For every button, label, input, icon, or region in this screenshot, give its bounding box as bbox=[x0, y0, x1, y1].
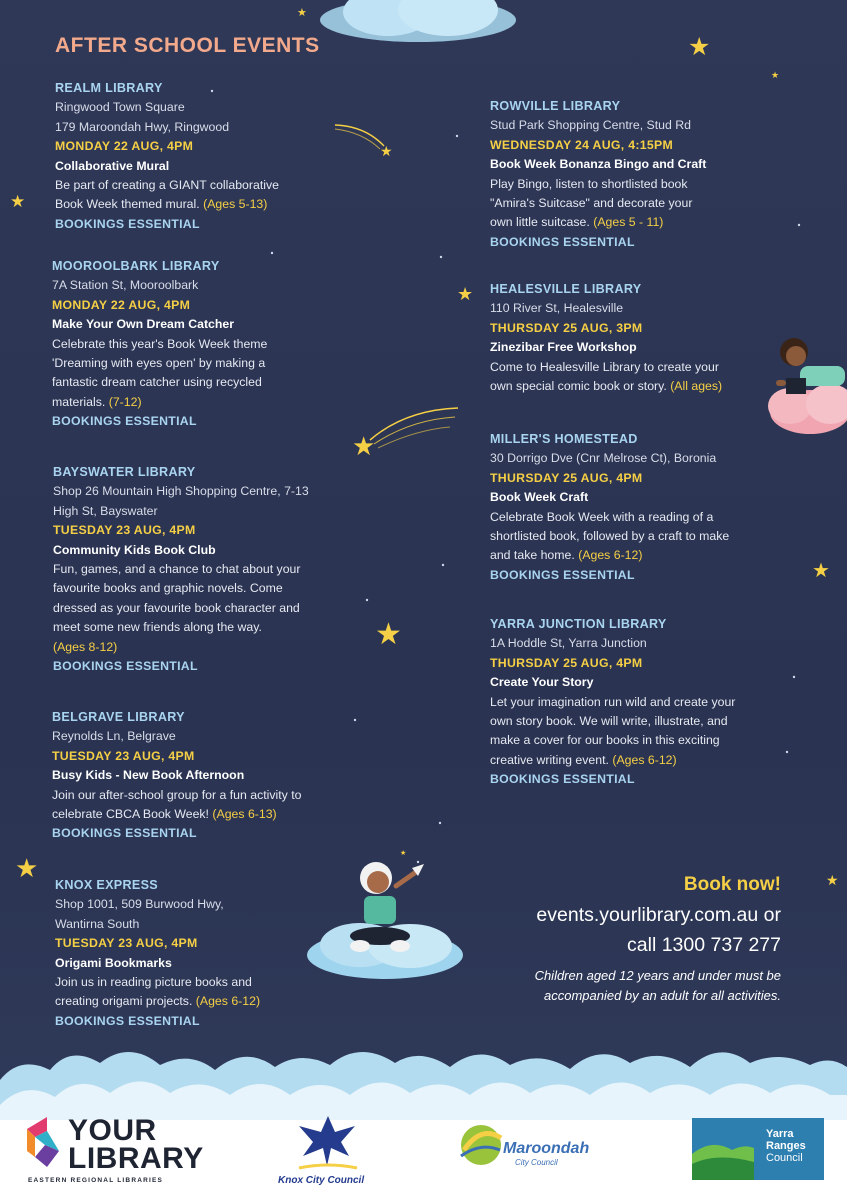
event-address: 7A Station St, Mooroolbark bbox=[52, 278, 199, 293]
event-address: Shop 1001, 509 Burwood Hwy, bbox=[55, 897, 224, 912]
event-date: MONDAY 22 AUG, 4PM bbox=[52, 297, 191, 312]
event-ages: (Ages 6-12) bbox=[612, 752, 677, 767]
shooting-star-icon bbox=[350, 400, 465, 460]
event-address: High St, Bayswater bbox=[53, 503, 158, 518]
event-library-name: BELGRAVE LIBRARY bbox=[52, 710, 185, 724]
event-ages: (Ages 6-13) bbox=[212, 807, 277, 822]
event-description-text: creative writing event. bbox=[490, 752, 609, 767]
event-description: Join us in reading picture books and bbox=[55, 975, 252, 990]
maroondah-logo-text: Maroondah bbox=[503, 1140, 590, 1157]
event-date: TUESDAY 23 AUG, 4PM bbox=[53, 523, 196, 538]
event-ages: (Ages 8-12) bbox=[53, 639, 118, 654]
yarra-line2: Ranges bbox=[766, 1140, 806, 1152]
event-ages: (Ages 5-13) bbox=[203, 197, 268, 212]
event-address: Shop 26 Mountain High Shopping Centre, 7-13 bbox=[53, 484, 309, 499]
event-date: THURSDAY 25 AUG, 3PM bbox=[490, 320, 643, 335]
star-icon: ★ bbox=[15, 853, 39, 883]
yarra-logo-text bbox=[766, 1128, 806, 1164]
star-icon: ★ bbox=[297, 7, 307, 19]
event-description: 'Dreaming with eyes open' by making a bbox=[52, 356, 266, 371]
star-icon: ★ bbox=[812, 560, 830, 582]
bookings-essential: BOOKINGS ESSENTIAL bbox=[53, 659, 198, 674]
star-icon: ★ bbox=[826, 872, 839, 888]
event-description: dressed as your favourite book character and bbox=[53, 600, 300, 615]
event-ages: (All ages) bbox=[670, 379, 723, 394]
yarra-line1: Yarra bbox=[766, 1128, 794, 1140]
event-description: fantastic dream catcher using recycled bbox=[52, 375, 262, 390]
event-library-name: KNOX EXPRESS bbox=[55, 878, 158, 892]
event-description-text: own little suitcase. bbox=[490, 215, 590, 230]
bookings-essential: BOOKINGS ESSENTIAL bbox=[55, 1013, 200, 1028]
bookings-essential: BOOKINGS ESSENTIAL bbox=[52, 414, 197, 429]
star-icon: ★ bbox=[457, 284, 474, 304]
event-description: make a cover for our books in this exciting bbox=[490, 733, 720, 748]
event-ages: (Ages 6-12) bbox=[578, 548, 643, 563]
event-library-name: MOOROOLBARK LIBRARY bbox=[52, 259, 220, 273]
event-date: MONDAY 22 AUG, 4PM bbox=[55, 139, 194, 154]
event-library-name: ROWVILLE LIBRARY bbox=[490, 99, 621, 113]
star-icon: ★ bbox=[771, 70, 780, 80]
knox-eagle-logo-icon bbox=[293, 1112, 363, 1172]
star-icon: ★ bbox=[375, 618, 402, 651]
event-address: 30 Dorrigo Dve (Cnr Melrose Ct), Boronia bbox=[490, 451, 717, 466]
supervision-note: Children aged 12 years and under must be accompanied by an adult for all activities. bbox=[534, 968, 781, 1003]
phone-number[interactable]: call 1300 737 277 bbox=[627, 934, 781, 956]
event-address: 179 Maroondah Hwy, Ringwood bbox=[55, 119, 230, 134]
event-date: WEDNESDAY 24 AUG, 4:15PM bbox=[490, 137, 674, 152]
event-title: Collaborative Mural bbox=[55, 158, 170, 173]
event-description-text: and take home. bbox=[490, 548, 575, 563]
maroondah-logo bbox=[503, 1140, 589, 1167]
yarra-line3: Council bbox=[766, 1152, 803, 1164]
event-library-name: BAYSWATER LIBRARY bbox=[53, 465, 196, 479]
event-description: Play Bingo, listen to shortlisted book bbox=[490, 176, 688, 191]
event-library-name: HEALESVILLE LIBRARY bbox=[490, 282, 642, 296]
reading-girl-illustration bbox=[760, 330, 847, 450]
bookings-essential: BOOKINGS ESSENTIAL bbox=[55, 216, 200, 231]
event-date: TUESDAY 23 AUG, 4PM bbox=[55, 936, 198, 951]
event-description-text: celebrate CBCA Book Week! bbox=[52, 807, 209, 822]
yarra-hills-icon bbox=[692, 1118, 754, 1180]
event-description: own story book. We will write, illustrate, and bbox=[490, 714, 728, 729]
event-address: Stud Park Shopping Centre, Stud Rd bbox=[490, 118, 691, 133]
event-date: THURSDAY 25 AUG, 4PM bbox=[490, 470, 643, 485]
event-description: Celebrate Book Week with a reading of a bbox=[490, 509, 714, 524]
event-title: Make Your Own Dream Catcher bbox=[52, 317, 235, 332]
event-ages: (7-12) bbox=[108, 394, 142, 409]
your-library-line1: YOUR bbox=[68, 1114, 157, 1147]
bookings-essential: BOOKINGS ESSENTIAL bbox=[52, 826, 197, 841]
event-title: Book Week Craft bbox=[490, 490, 589, 505]
event-description: shortlisted book, followed by a craft to make bbox=[490, 529, 730, 544]
star-icon: ★ bbox=[10, 192, 26, 211]
event-title: Busy Kids - New Book Afternoon bbox=[52, 768, 245, 783]
your-library-logo bbox=[68, 1114, 204, 1175]
event-description-text: own special comic book or story. bbox=[490, 379, 667, 394]
event-address: Ringwood Town Square bbox=[55, 100, 185, 115]
child-origami-illustration bbox=[300, 850, 465, 985]
your-library-line2: LIBRARY bbox=[68, 1142, 204, 1175]
maroondah-logo-subtext: City Council bbox=[515, 1158, 558, 1167]
event-description: meet some new friends along the way. bbox=[53, 620, 262, 635]
your-library-tagline: EASTERN REGIONAL LIBRARIES bbox=[28, 1177, 164, 1184]
svg-text:★: ★ bbox=[380, 144, 393, 160]
event-title: Book Week Bonanza Bingo and Craft bbox=[490, 157, 707, 172]
event-description: Come to Healesville Library to create your bbox=[490, 359, 719, 374]
event-description: Fun, games, and a chance to chat about your bbox=[53, 562, 301, 577]
event-description-text: creating origami projects. bbox=[55, 994, 193, 1009]
bookings-essential: BOOKINGS ESSENTIAL bbox=[490, 772, 635, 787]
yarra-ranges-logo bbox=[692, 1118, 824, 1180]
event-library-name: YARRA JUNCTION LIBRARY bbox=[490, 617, 667, 631]
event-description-text: materials. bbox=[52, 394, 106, 409]
event-description: favourite books and graphic novels. Come bbox=[53, 581, 283, 596]
event-address: Wantirna South bbox=[55, 916, 140, 931]
event-description: "Amira's Suitcase" and decorate your bbox=[490, 196, 693, 211]
event-description: Join our after-school group for a fun activity to bbox=[52, 787, 302, 802]
event-date: TUESDAY 23 AUG, 4PM bbox=[52, 748, 195, 763]
website-link[interactable]: events.yourlibrary.com.au or bbox=[536, 904, 781, 926]
maroondah-logo-icon bbox=[456, 1120, 506, 1170]
event-title: Origami Bookmarks bbox=[55, 955, 172, 970]
bookings-essential: BOOKINGS ESSENTIAL bbox=[490, 234, 635, 249]
event-address: 110 River St, Healesville bbox=[490, 301, 624, 316]
event-description: Celebrate this year's Book Week theme bbox=[52, 336, 268, 351]
event-title: Zinezibar Free Workshop bbox=[490, 340, 637, 355]
event-title: Create Your Story bbox=[490, 675, 594, 690]
bookings-essential: BOOKINGS ESSENTIAL bbox=[490, 567, 635, 582]
book-now-heading: Book now! bbox=[683, 874, 781, 895]
event-date: THURSDAY 25 AUG, 4PM bbox=[490, 655, 643, 670]
star-icon: ★ bbox=[688, 33, 711, 61]
event-description: Be part of creating a GIANT collaborative bbox=[55, 178, 279, 193]
event-description: Let your imagination run wild and create your bbox=[490, 694, 736, 709]
svg-text:★: ★ bbox=[352, 432, 376, 460]
event-address: 1A Hoddle St, Yarra Junction bbox=[490, 636, 647, 651]
event-ages: (Ages 6-12) bbox=[195, 994, 261, 1009]
event-title: Community Kids Book Club bbox=[53, 542, 216, 557]
event-library-name: MILLER'S HOMESTEAD bbox=[490, 432, 638, 446]
your-library-logo-icon bbox=[25, 1115, 65, 1175]
shooting-star-icon bbox=[330, 120, 400, 160]
page-title: AFTER SCHOOL EVENTS bbox=[55, 34, 320, 57]
knox-logo-text: Knox City Council bbox=[278, 1175, 365, 1186]
star-icon: ★ bbox=[400, 850, 407, 857]
event-description-text: Book Week themed mural. bbox=[55, 197, 200, 212]
event-address: Reynolds Ln, Belgrave bbox=[52, 729, 176, 744]
event-library-name: REALM LIBRARY bbox=[55, 81, 163, 95]
event-ages: (Ages 5 - 11) bbox=[593, 215, 664, 230]
